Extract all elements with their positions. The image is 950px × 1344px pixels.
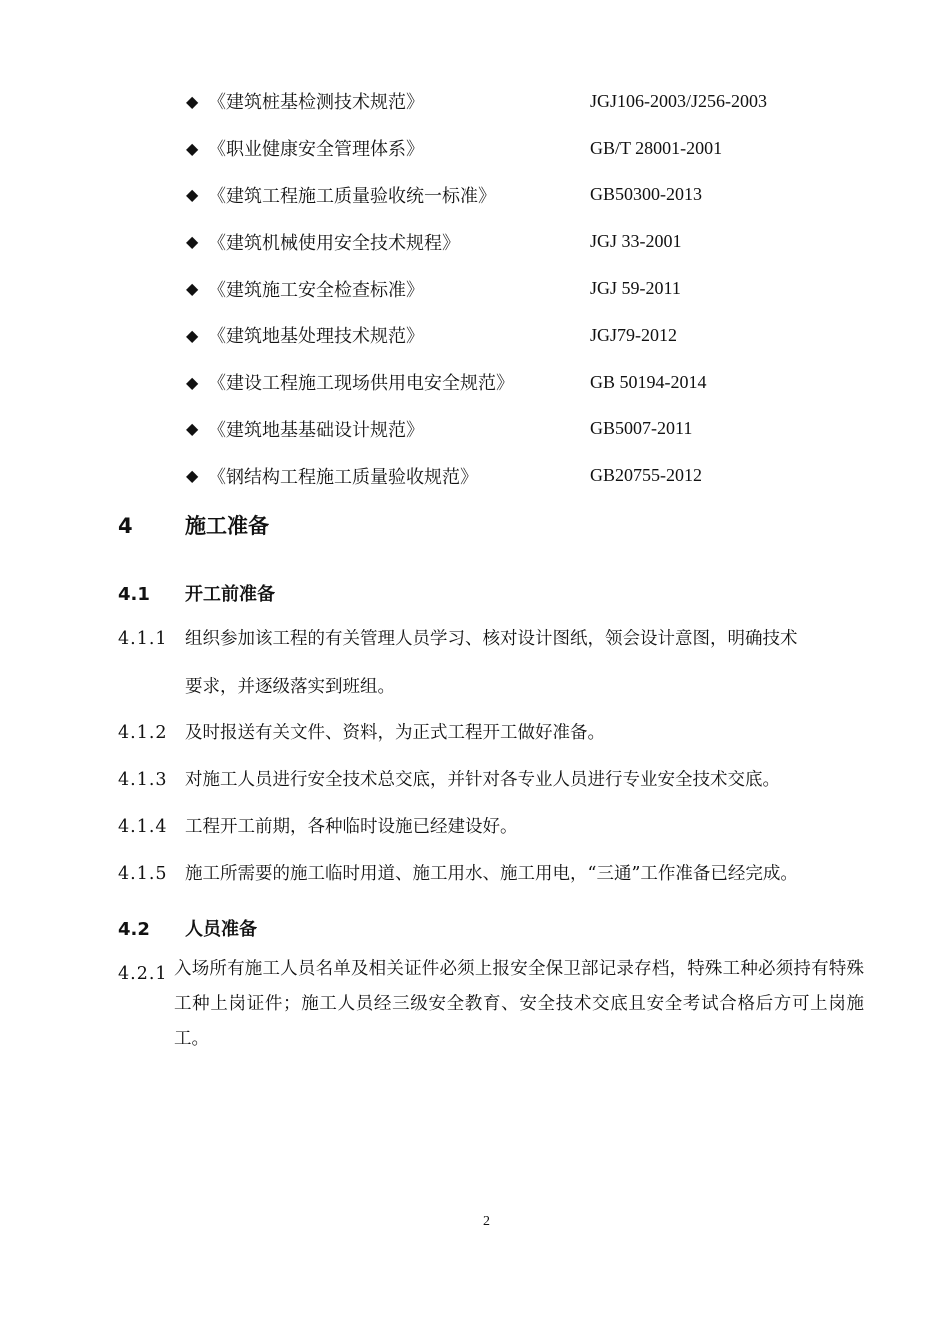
clause-4-1-4 <box>118 813 518 838</box>
diamond-bullet-icon: ◆ <box>186 466 199 486</box>
standard-title: 《建筑机械使用安全技术规程》 <box>208 232 460 254</box>
standard-title: 《建筑地基基础设计规范》 <box>208 419 424 441</box>
clause-number: 4.1.5 <box>118 864 168 884</box>
clause-4-1-1 <box>118 625 798 650</box>
standard-item <box>186 172 906 219</box>
clause-text: 对施工人员进行安全技术总交底，并针对各专业人员进行专业安全技术交底。 <box>185 770 780 790</box>
standard-code: JGJ79-2012 <box>590 324 678 345</box>
standard-item <box>186 218 906 265</box>
standard-item <box>186 312 906 359</box>
clause-text: 及时报送有关文件、资料，为正式工程开工做好准备。 <box>185 723 605 743</box>
clause-4-1-3 <box>118 766 780 791</box>
standard-title: 《建筑工程施工质量验收统一标准》 <box>208 185 496 207</box>
standard-title: 《建筑桩基检测技术规范》 <box>208 92 424 114</box>
standard-item <box>186 78 906 125</box>
standard-code: GB20755-2012 <box>590 465 702 486</box>
standard-code: GB50300-2013 <box>590 184 702 205</box>
diamond-bullet-icon: ◆ <box>186 185 199 205</box>
standard-title: 《建设工程施工现场供用电安全规范》 <box>208 373 514 395</box>
clause-text: 入场所有施工人员名单及相关证件必须上报安全保卫部记录存档，特殊工种必须持有特殊工种上岗证件；施工人员经三级安全教育、安全技术交底且安全考试合格后方可上岗施工。 <box>174 959 864 1049</box>
standard-code: GB 50194-2014 <box>590 371 707 392</box>
section-4-2-heading <box>118 915 257 941</box>
standard-code: GB/T 28001-2001 <box>590 137 723 158</box>
section-number: 4 <box>118 514 133 538</box>
clause-4-1-5 <box>118 860 798 885</box>
clause-text: 施工所需要的施工临时用道、施工用水、施工用电，“三通”工作准备已经完成。 <box>185 864 798 884</box>
standard-title: 《职业健康安全管理体系》 <box>208 139 424 161</box>
standard-item <box>186 406 906 453</box>
standard-code: JGJ 59-2011 <box>590 278 681 299</box>
standard-title: 《建筑地基处理技术规范》 <box>208 326 424 348</box>
standard-item <box>186 452 906 499</box>
standard-item <box>186 125 906 172</box>
section-4-heading <box>118 510 269 540</box>
clause-number: 4.1.1 <box>118 629 168 649</box>
standard-code: GB5007-2011 <box>590 418 693 439</box>
diamond-bullet-icon: ◆ <box>186 419 199 439</box>
diamond-bullet-icon: ◆ <box>186 325 199 345</box>
section-number: 4.1 <box>118 584 150 605</box>
standard-title: 《建筑施工安全检查标准》 <box>208 279 424 301</box>
diamond-bullet-icon: ◆ <box>186 232 199 252</box>
standard-code: JGJ106-2003/J256-2003 <box>590 90 768 111</box>
clause-text-line1: 组织参加该工程的有关管理人员学习、核对设计图纸，领会设计意图，明确技术 <box>185 629 798 649</box>
standard-code: JGJ 33-2001 <box>590 231 682 252</box>
diamond-bullet-icon: ◆ <box>186 91 199 111</box>
section-4-1-heading <box>118 580 275 606</box>
section-title: 人员准备 <box>185 919 257 940</box>
section-number: 4.2 <box>118 919 150 940</box>
clause-number: 4.1.3 <box>118 770 168 790</box>
clause-text: 工程开工前期，各种临时设施已经建设好。 <box>185 817 518 837</box>
clause-text-line2: 要求，并逐级落实到班组。 <box>185 677 395 697</box>
diamond-bullet-icon: ◆ <box>186 138 199 158</box>
clause-4-1-2 <box>118 719 605 744</box>
section-title: 施工准备 <box>185 514 269 538</box>
clause-number: 4.1.2 <box>118 723 168 743</box>
standard-title: 《钢结构工程施工质量验收规范》 <box>208 466 478 488</box>
diamond-bullet-icon: ◆ <box>186 279 199 299</box>
standard-item <box>186 265 906 312</box>
diamond-bullet-icon: ◆ <box>186 372 199 392</box>
clause-number: 4.2.1 <box>118 964 168 984</box>
standard-item <box>186 359 906 406</box>
page-number: 2 <box>483 1214 490 1229</box>
section-title: 开工前准备 <box>185 584 275 605</box>
standards-list <box>186 78 906 499</box>
clause-4-1-1-cont <box>118 673 395 698</box>
clause-number: 4.1.4 <box>118 817 168 837</box>
